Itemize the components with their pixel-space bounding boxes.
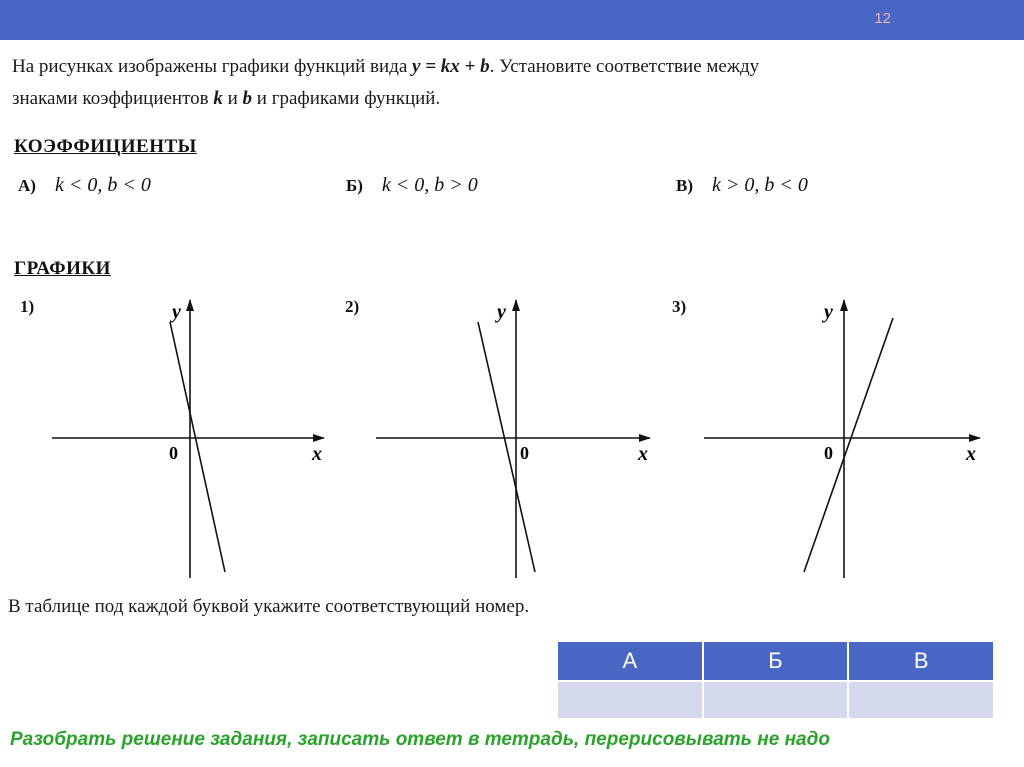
answer-cell-b[interactable]	[703, 681, 849, 719]
coefficient-condition: k > 0, b < 0	[712, 174, 808, 196]
origin-label: 0	[520, 443, 529, 463]
instruction-text: В таблице под каждой буквой укажите соответствующий номер.	[8, 596, 530, 617]
function-line	[170, 322, 225, 572]
graph-3-label: 3)	[672, 297, 687, 316]
task-formula: y = kx + b	[412, 56, 490, 77]
task-text-prefix: На рисунках изображены графики функций вида	[12, 56, 408, 77]
x-axis-label: x	[638, 443, 648, 465]
answer-cell-a[interactable]	[557, 681, 703, 719]
answer-header-b: Б	[703, 641, 849, 681]
graphs-heading: ГРАФИКИ	[14, 258, 111, 279]
task-text-suffix-2: и графиками функций.	[256, 88, 441, 109]
coefficient-condition: k < 0, b < 0	[54, 174, 151, 196]
coefficient-label: В)	[676, 176, 693, 195]
graph-2-label: 2)	[345, 297, 360, 316]
function-line	[804, 318, 893, 572]
origin-label: 0	[169, 443, 178, 463]
graph-2	[376, 300, 650, 578]
graph-1	[52, 300, 324, 578]
x-axis-label: x	[966, 443, 976, 465]
footer-note: Разобрать решение задания, записать ответ в тетрадь, перерисовывать не надо	[10, 729, 830, 750]
origin-label: 0	[824, 443, 833, 463]
task-and: и	[227, 88, 238, 109]
answer-cell-v[interactable]	[848, 681, 994, 719]
graph-3	[704, 300, 980, 578]
answer-table-row	[557, 681, 994, 719]
coefficient-label: Б)	[346, 176, 363, 195]
answer-header-v: В	[848, 641, 994, 681]
answer-header-a: А	[557, 641, 703, 681]
slide-number: 12	[874, 10, 891, 27]
answer-table	[556, 640, 995, 720]
task-b-symbol: b	[242, 88, 253, 109]
task-text-suffix: . Установите соответствие между	[489, 56, 760, 77]
coefficients-heading: КОЭФФИЦИЕНТЫ	[14, 136, 197, 157]
graph-1-label: 1)	[20, 297, 35, 316]
answer-table-header-row	[557, 641, 994, 681]
coefficient-condition: k < 0, b > 0	[381, 174, 478, 196]
y-axis-label: y	[824, 301, 833, 323]
y-axis-label: y	[497, 301, 506, 323]
y-axis-label: y	[172, 301, 181, 323]
coefficient-label: А)	[18, 176, 36, 195]
task-k-symbol: k	[213, 88, 223, 109]
x-axis-label: x	[312, 443, 322, 465]
task-text-prefix-2: знаками коэффициентов	[12, 88, 209, 109]
